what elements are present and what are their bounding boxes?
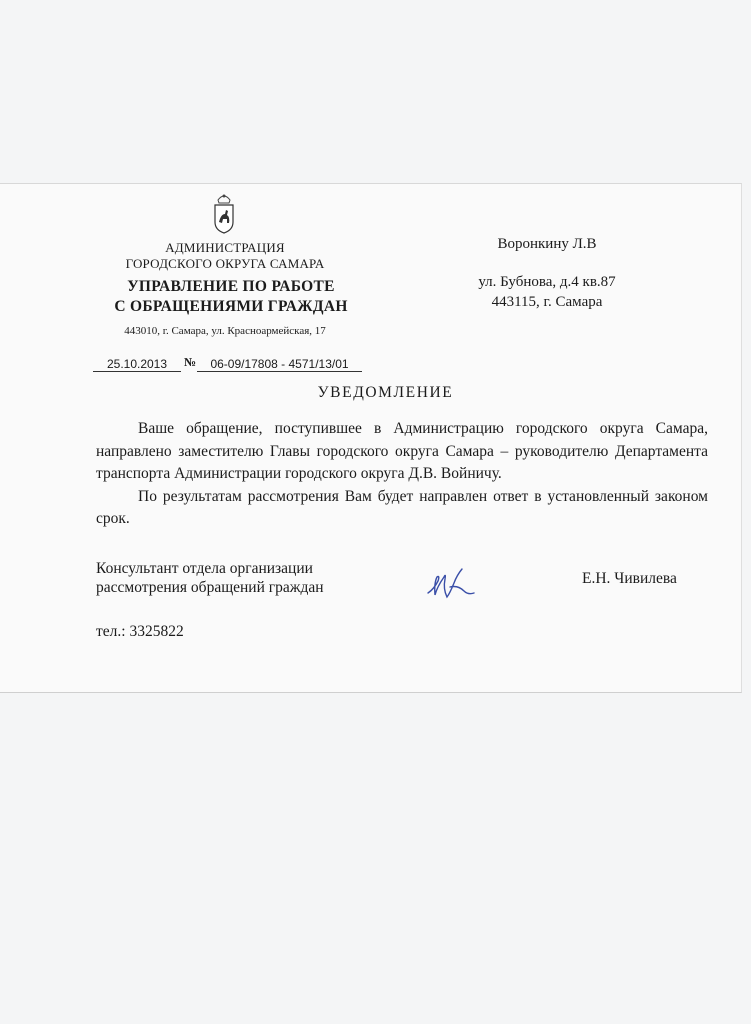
registration-date: 25.10.2013 bbox=[93, 357, 181, 372]
signatory-name: Е.Н. Чивилева bbox=[582, 570, 677, 587]
registration-number-label: № bbox=[184, 355, 197, 369]
handwritten-signature-icon bbox=[424, 563, 480, 603]
registration-number: 06-09/17808 - 4571/13/01 bbox=[197, 357, 362, 372]
department-line-1: УПРАВЛЕНИЕ ПО РАБОТЕ bbox=[127, 278, 335, 295]
recipient-city: 443115, г. Самара bbox=[491, 294, 603, 310]
recipient-street: ул. Бубнова, д.4 кв.87 bbox=[478, 274, 616, 290]
sender-address: 443010, г. Самара, ул. Красноармейская, 17 bbox=[124, 325, 326, 337]
admin-line-2: ГОРОДСКОГО ОКРУГА САМАРА bbox=[125, 256, 325, 271]
department-line-2: С ОБРАЩЕНИЯМИ ГРАЖДАН bbox=[114, 298, 348, 315]
recipient-name: Воронкину Л.В bbox=[497, 236, 597, 252]
notice-paragraph-1: Ваше обращение, поступившее в Администрацию городского округа Самара, направлено заместителю Главы городского округа Самара – руководителю Департамента транспорта Администрации городского округа Д.В. Войничу. bbox=[96, 420, 708, 482]
notice-paragraph-2: По результатам рассмотрения Вам будет направлен ответ в установленный законом срок. bbox=[96, 487, 708, 527]
signatory-position-line-2: рассмотрения обращений граждан bbox=[96, 579, 324, 596]
notice-body bbox=[96, 418, 708, 531]
coat-of-arms-icon bbox=[211, 192, 237, 234]
admin-line-1: АДМИНИСТРАЦИЯ bbox=[165, 240, 285, 255]
signatory-position-line-1: Консультант отдела организации bbox=[96, 560, 313, 577]
notice-title: УВЕДОМЛЕНИЕ bbox=[317, 384, 454, 401]
contact-phone: тел.: 3325822 bbox=[96, 623, 184, 640]
